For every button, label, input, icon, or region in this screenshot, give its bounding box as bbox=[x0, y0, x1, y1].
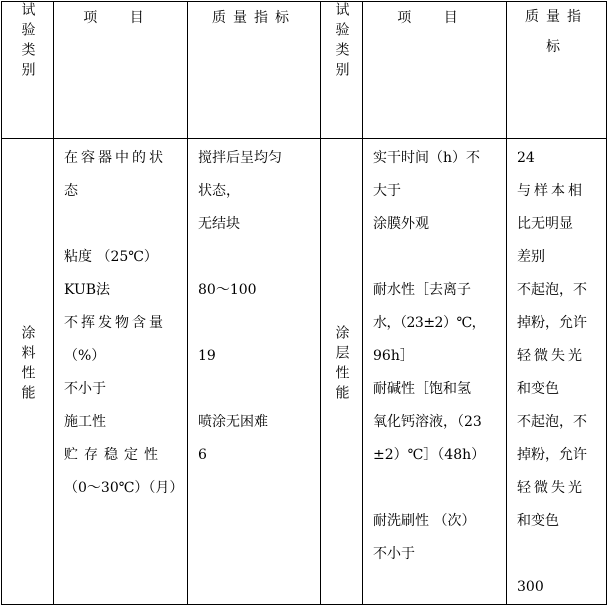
left-qualities-list bbox=[188, 139, 320, 505]
right-item-line: 96h］ bbox=[373, 348, 414, 364]
left-item-line: 贮存稳定性 bbox=[64, 447, 164, 463]
header-quality-right-text: 质量指标 bbox=[525, 9, 588, 55]
right-qualities-cell bbox=[507, 139, 607, 605]
left-quality-line bbox=[198, 472, 314, 505]
left-items-cell bbox=[54, 139, 188, 605]
right-quality-line: 不起泡，不 bbox=[517, 282, 587, 298]
right-item-line: 实干时间（h）不 bbox=[373, 150, 481, 166]
header-item-right bbox=[363, 2, 507, 139]
right-item-line bbox=[373, 472, 500, 505]
header-category-left-text: 试验类别 bbox=[19, 2, 36, 82]
left-quality-line: 19 bbox=[198, 348, 216, 364]
right-quality-line: 掉粉，允许 bbox=[517, 447, 587, 463]
left-item-line: 不挥发物含量 bbox=[64, 315, 166, 331]
right-quality-line: 差别 bbox=[517, 249, 545, 265]
right-item-line bbox=[373, 241, 500, 274]
right-quality-line: 不起泡，不 bbox=[517, 414, 587, 430]
right-items-list bbox=[363, 139, 506, 604]
header-row bbox=[2, 2, 607, 139]
left-quality-line bbox=[198, 241, 314, 274]
header-item-left-text: 项 目 bbox=[83, 10, 158, 26]
right-category-cell bbox=[321, 139, 363, 605]
left-quality-line: 6 bbox=[198, 447, 207, 463]
header-category-right-text: 试验类别 bbox=[333, 2, 350, 82]
left-category-text: 涂料性能 bbox=[19, 325, 36, 405]
left-qualities-cell bbox=[188, 139, 321, 605]
right-qualities-list bbox=[507, 139, 606, 604]
right-category-text: 涂层性能 bbox=[333, 325, 350, 405]
left-item-line: 不小于 bbox=[64, 381, 106, 397]
header-item-right-text: 项 目 bbox=[397, 10, 472, 26]
right-quality-line: 和变色 bbox=[517, 381, 559, 397]
right-quality-line: 轻微失光 bbox=[517, 348, 585, 364]
left-item-line: 在容器中的状 bbox=[64, 150, 166, 166]
right-quality-line: 300 bbox=[517, 579, 544, 595]
body-row bbox=[2, 139, 607, 605]
right-item-line: 大于 bbox=[373, 183, 401, 199]
right-item-line: 耐水性［去离子 bbox=[373, 282, 471, 298]
left-item-line bbox=[64, 208, 181, 241]
right-item-line: 耐洗刷性 （次） bbox=[373, 513, 476, 529]
right-quality-line: 24 bbox=[517, 150, 535, 166]
right-quality-line: 轻微失光 bbox=[517, 480, 585, 496]
header-category-right bbox=[321, 2, 363, 139]
left-quality-line: 无结块 bbox=[198, 216, 240, 232]
right-item-line: 不小于 bbox=[373, 546, 415, 562]
right-item-line: 水，（23±2）℃， bbox=[373, 315, 486, 331]
right-item-line: ±2）℃］（48h） bbox=[373, 447, 486, 463]
right-quality-line bbox=[517, 538, 600, 571]
left-quality-line: 状态， bbox=[198, 183, 240, 199]
header-quality-left-text: 质量指标 bbox=[212, 10, 296, 26]
left-item-line: （%） bbox=[64, 348, 106, 364]
header-quality-right bbox=[507, 2, 607, 139]
right-item-line: 耐碱性［饱和氢 bbox=[373, 381, 471, 397]
left-item-line: KUB法 bbox=[64, 282, 111, 298]
right-item-line: 氧化钙溶液，（23 bbox=[373, 414, 482, 430]
left-item-line: 态 bbox=[64, 183, 78, 199]
right-item-line: 涂膜外观 bbox=[373, 216, 429, 232]
right-quality-line: 与样本相 bbox=[517, 183, 585, 199]
right-item-line bbox=[373, 571, 500, 604]
left-item-line: 粘度 （25℃） bbox=[64, 249, 158, 265]
right-quality-line: 比无明显 bbox=[517, 216, 573, 232]
left-item-line: 施工性 bbox=[64, 414, 106, 430]
header-quality-left bbox=[188, 2, 321, 139]
left-quality-line: 80～100 bbox=[198, 282, 257, 298]
right-quality-line: 和变色 bbox=[517, 513, 559, 529]
left-category-cell bbox=[2, 139, 54, 605]
right-items-cell bbox=[363, 139, 507, 605]
right-quality-line: 掉粉，允许 bbox=[517, 315, 587, 331]
spec-table bbox=[1, 1, 607, 605]
header-category-left bbox=[2, 2, 54, 139]
left-quality-line bbox=[198, 307, 314, 340]
left-quality-line: 搅拌后呈均匀 bbox=[198, 150, 282, 166]
left-items-list bbox=[54, 139, 187, 505]
left-item-line: （0～30℃）（月） bbox=[64, 480, 184, 496]
left-quality-line bbox=[198, 373, 314, 406]
left-quality-line: 喷涂无困难 bbox=[198, 414, 268, 430]
header-item-left bbox=[54, 2, 188, 139]
